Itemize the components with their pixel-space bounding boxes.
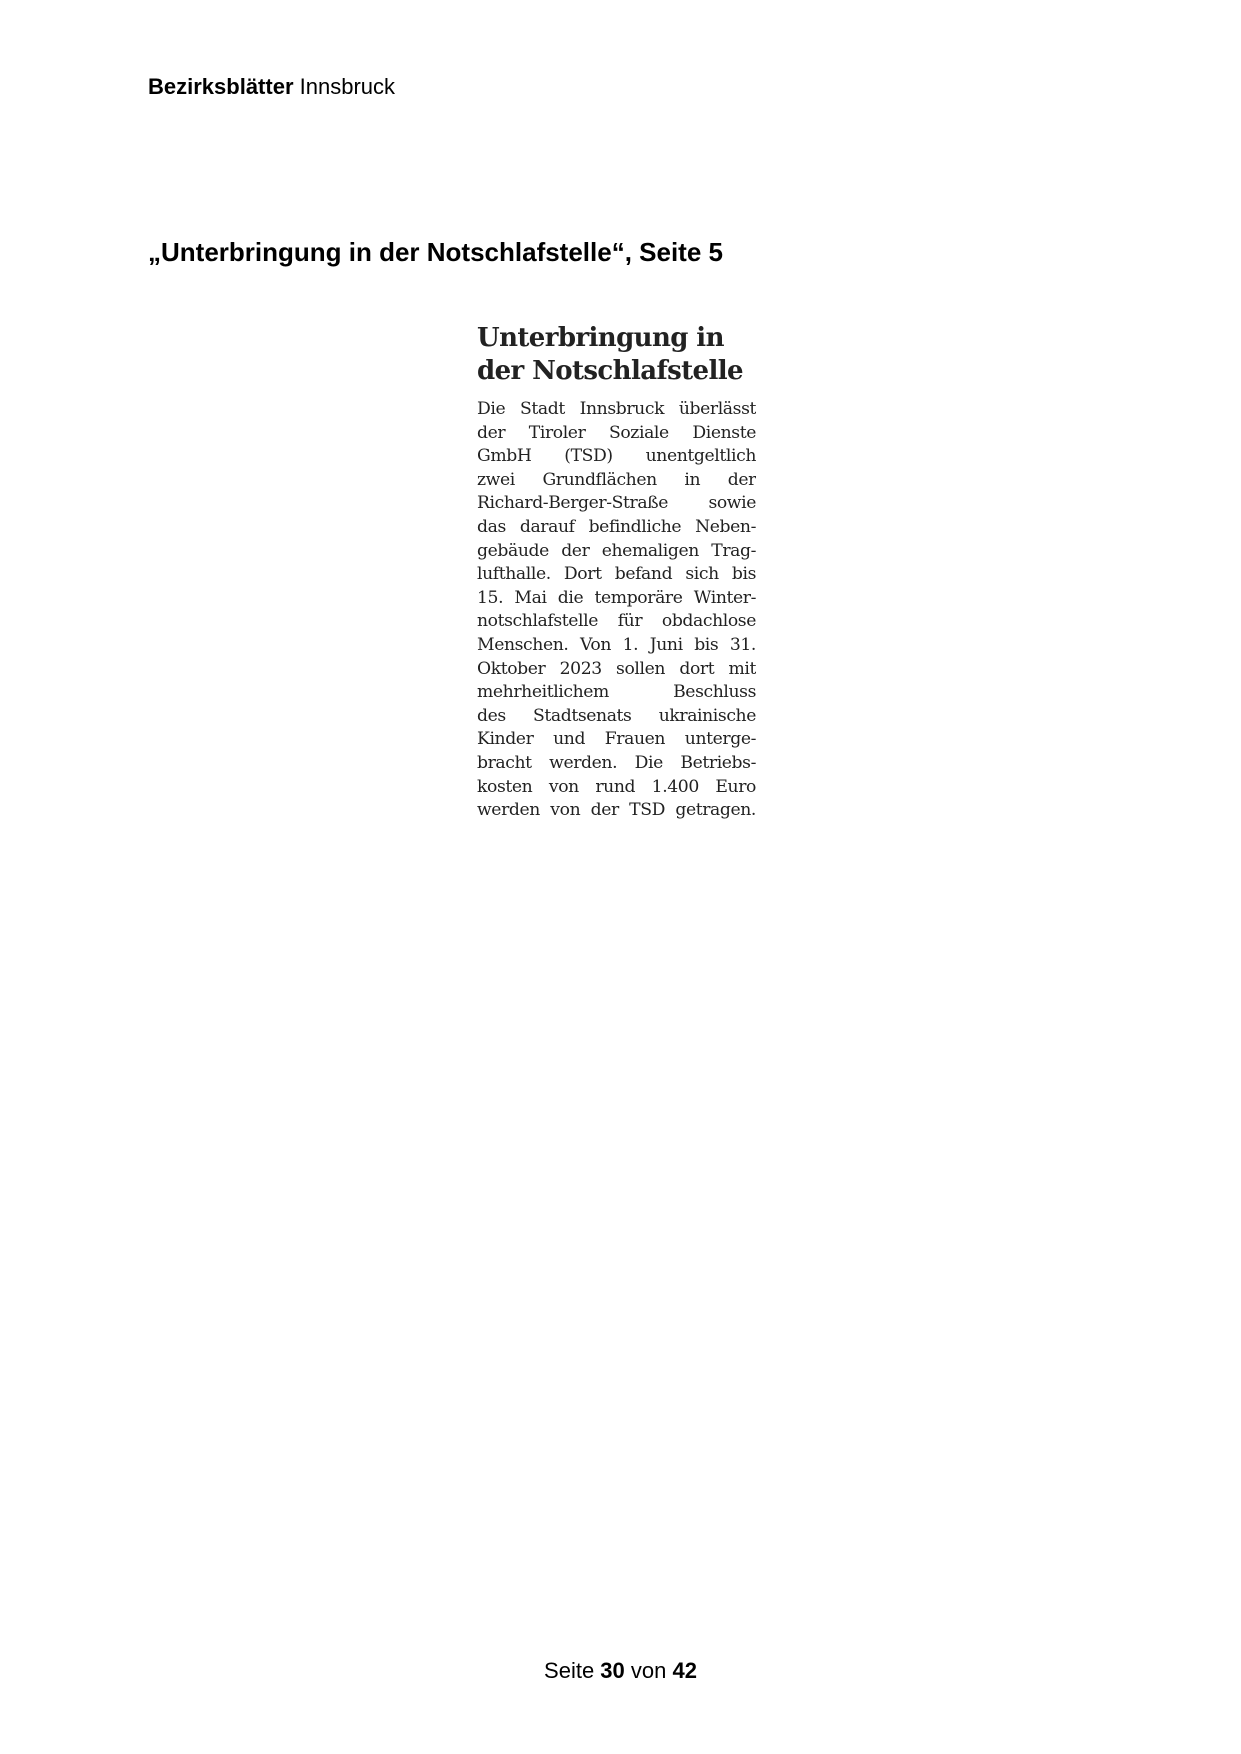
newspaper-clipping: [477, 322, 756, 823]
clipping-body-line: lufthalle. Dort befand sich bis: [477, 564, 756, 585]
clipping-body-line: Menschen. Von 1. Juni bis 31.: [477, 634, 756, 655]
total-page-count: 42: [672, 1658, 697, 1683]
clipping-body-line: Die Stadt Innsbruck überlässt: [477, 399, 756, 419]
clipping-headline: [477, 322, 756, 388]
publication-region: Innsbruck: [293, 74, 396, 99]
clipping-body-line: bracht werden. Die Betriebs-: [477, 752, 756, 773]
clipping-headline-line: Unterbringung in: [477, 323, 724, 353]
clipping-body-line: Oktober 2023 sollen dort mit: [477, 658, 756, 679]
article-reference-title: „Unterbringung in der Notschlafstelle“, Seite 5: [148, 237, 723, 267]
clipping-headline-line: der Notschlafstelle: [477, 356, 743, 386]
clipping-body-line: 15. Mai die temporäre Winter-: [477, 587, 756, 608]
clipping-body-line: gebäude der ehemaligen Trag-: [477, 540, 756, 561]
current-page-number: 30: [600, 1658, 625, 1683]
page-footer: [0, 1656, 1241, 1686]
clipping-body-line: kosten von rund 1.400 Euro: [477, 776, 756, 797]
clipping-body-line: Richard-Berger-Straße sowie: [477, 493, 756, 514]
clipping-body-line: des Stadtsenats ukrainische: [477, 705, 756, 726]
clipping-body-line: das darauf befindliche Neben-: [477, 516, 756, 537]
clipping-body-line: der Tiroler Soziale Dienste: [477, 422, 756, 443]
clipping-body-line: werden von der TSD getragen.: [477, 800, 756, 821]
clipping-body-line: GmbH (TSD) unentgeltlich: [477, 446, 756, 467]
page-number-middle: von: [624, 1658, 673, 1683]
page-header: [148, 72, 395, 102]
clipping-body-line: zwei Grundflächen in der: [477, 469, 756, 490]
clipping-body-line: mehrheitlichem Beschluss: [477, 682, 756, 703]
publication-name: Bezirksblätter: [148, 74, 294, 99]
clipping-body-line: notschlafstelle für obdachlose: [477, 611, 756, 632]
clipping-body: [477, 398, 756, 823]
clipping-body-line: Kinder und Frauen unterge-: [477, 729, 756, 750]
page-number-prefix: Seite: [544, 1658, 601, 1683]
